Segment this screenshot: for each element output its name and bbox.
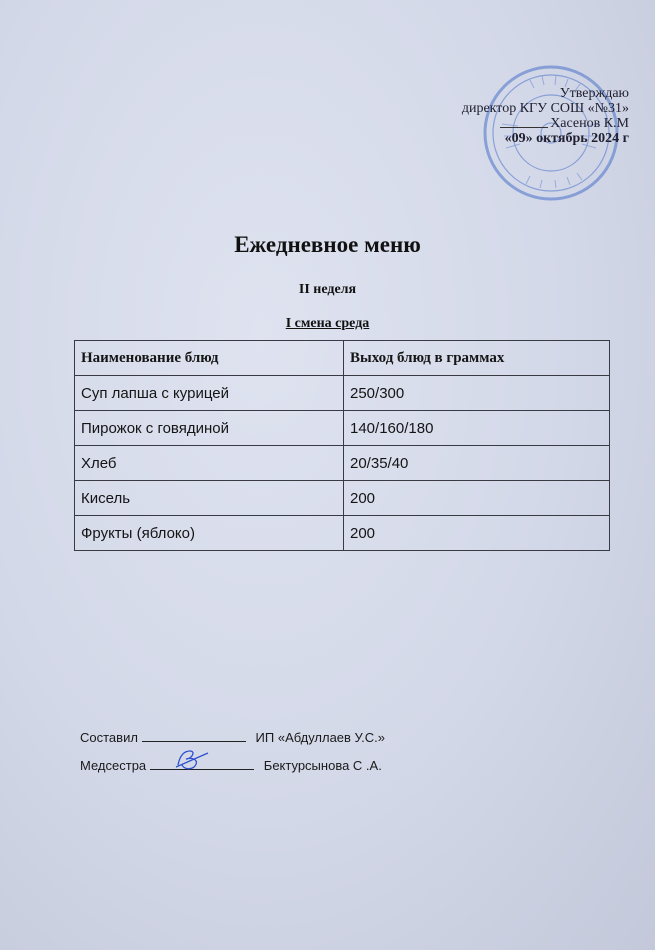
table-row — [75, 516, 610, 551]
approval-block — [462, 86, 629, 146]
header-portion-weight: Выход блюд в граммах — [344, 341, 610, 376]
table-row — [75, 481, 610, 516]
compiled-by-line — [80, 730, 385, 745]
document-title: Ежедневное меню — [234, 232, 421, 257]
dish-name-cell: Фрукты (яблоко) — [75, 516, 344, 551]
table-row — [75, 446, 610, 481]
portion-weight-cell: 250/300 — [344, 376, 610, 411]
compiled-label: Составил — [80, 730, 138, 745]
table-row — [75, 411, 610, 446]
approval-position: директор КГУ СОШ «№31» — [461, 101, 629, 116]
dish-name-cell: Хлеб — [75, 446, 344, 481]
shift-label: I смена среда — [285, 316, 370, 331]
compiled-signature-line — [142, 731, 246, 742]
nurse-signature-line — [150, 759, 254, 770]
approval-word: Утверждаю — [559, 86, 629, 101]
approval-date: «09» октябрь 2024 г — [504, 131, 629, 146]
header-dish-name: Наименование блюд — [75, 341, 344, 376]
portion-weight-cell: 200 — [344, 481, 610, 516]
dish-name-cell: Кисель — [75, 481, 344, 516]
week-label: II неделя — [298, 282, 357, 297]
compiled-by-name: ИП «Абдуллаев У.С.» — [255, 730, 385, 745]
dish-name-cell: Пирожок с говядиной — [75, 411, 344, 446]
handwritten-signature — [170, 747, 216, 771]
nurse-name: Бектурсынова С .А. — [263, 758, 382, 773]
table-row — [75, 376, 610, 411]
portion-weight-cell: 20/35/40 — [344, 446, 610, 481]
dish-name-cell: Суп лапша с курицей — [75, 376, 344, 411]
portion-weight-cell: 140/160/180 — [344, 411, 610, 446]
portion-weight-cell: 200 — [344, 516, 610, 551]
approval-director-name: Хасенов К.М — [550, 116, 629, 131]
nurse-line — [80, 758, 382, 773]
menu-table — [74, 340, 610, 551]
nurse-label: Медсестра — [80, 758, 147, 773]
table-header-row — [75, 341, 610, 376]
